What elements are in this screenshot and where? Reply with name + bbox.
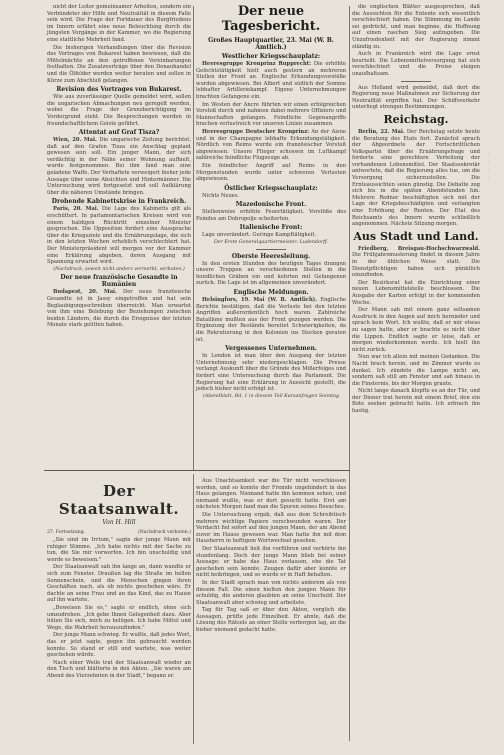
column-3: [352, 4, 480, 416]
dateline: Budapest, 20. Mai.: [53, 289, 117, 296]
serial-kapitel: 27. Fortsetzung.: [47, 530, 86, 535]
paragraph: In der Stadt sprach man von nichts anderem als von diesem Fall. Die einen hielten den jungen Mann für schuldig, die anderen glaubten an seine Unschuld. Der Staatsanwalt aber schwieg und arbeitete.: [196, 579, 346, 606]
section-rule: [44, 470, 350, 471]
paragraph: Die Untersuchung ergab, daß aus dem Schreibtisch mehrere wichtige Papiere verschwunden waren. Der Verdacht fiel sofort auf den jungen Mann, der am Abend zuvor im Hause gewesen war. Man hatte ihn mit dem Hausherrn in heftigem Wortwechsel gesehen.: [196, 511, 346, 545]
subheading-oestlich: Östlicher Kriegsschauplatz:: [224, 184, 318, 192]
serial-note: (Nachdruck verboten.): [138, 530, 191, 535]
note-abendblatt: (Abendblatt, Bd. 1 in diesem Teil Kursanfragen Sonntag: [202, 393, 340, 399]
paragraph: Nun war ich allein mit meinen Gedanken. Die Nacht brach herein, und im Zimmer wurde es dunkel. Ich zündete die Lampe nicht an, sondern saß still am Fenster und sah hinaus in die Finsternis, bis der Morgen graute.: [352, 354, 480, 387]
subheading-vergessenes: Vergessenes Unternehmen.: [225, 345, 317, 353]
subheading-englische: Englische Meldungen.: [233, 289, 309, 297]
heading-gesandte: Der neue französische Gesandte in Rumänien: [60, 274, 178, 289]
heading-tagesbericht: Der neue Tagesbericht.: [221, 4, 321, 34]
paragraph: Im Westen der Ancre führten wir einen erfolgreichen Vorstoß durch und nahmen dabei mehrere Offiziere und Mannschaften gefangen. Feindliche Gegenangriffe brachen verlustreich vor unseren Linien zusammen.: [196, 101, 346, 128]
heading-reichstag: Reichstag.: [383, 112, 449, 126]
paragraph: Nicht lange danach klopfte es an der Tür, und der Diener trat herein mit einem Brief, den ein Bote soeben gebracht hatte. Ich erbrach ihn hastig.: [352, 388, 480, 415]
paragraph: Auch in Frankreich wird die Lage ernst beurteilt. Die Lebensmittelversorgung hat sich verschlechtert und die Preise steigen unaufhaltsam.: [352, 51, 480, 77]
paragraph: Heeresgruppe Kronprinz Rupprecht: Die erhöhte Gefechtstätigkeit hielt auch gestern an mehreren Stellen der Front an. Englische Erkundungsvorstöße wurden abgewiesen. Bei Albert und südlich der Somme lebhafter Artilleriekampf. Eigene Unternehmungen brachten Gefangene ein.: [196, 61, 346, 100]
paragraph: Aus Unachtsamkeit war die Tür nicht verschlossen worden, und so konnte der Fremde ungehindert in das Haus gelangen. Niemand hatte ihn kommen sehen, und niemand wußte, was er dort gesucht hatte. Erst am nächsten Morgen fand man die Spuren seines Besuches.: [196, 478, 346, 511]
paragraph: Budapest, 20. Mai. Der neue französische Gesandte ist in Jassy eingetroffen und hat sein Beglaubigungsschreiben überreicht. Man erwartet von ihm eine Belebung der Beziehungen zwischen beiden Ländern, die durch die Ereignisse der letzten Monate stark gelitten haben.: [47, 289, 191, 329]
paragraph: In den ersten Stunden des heutigen Tages drangen unsere Truppen an verschiedenen Stellen in die feindlichen Gräben ein und kehrten mit Gefangenen zurück. Die Lage ist im allgemeinen unverändert.: [196, 260, 346, 287]
paragraph: Der junge Mann schwieg. Er wußte, daß jedes Wort, das er jetzt sagte, gegen ihn gebraucht werden konnte. So stand er still und wartete, was weiter geschehen würde.: [47, 632, 191, 659]
subheading-mazedonisch: Mazedonische Front.: [235, 201, 307, 209]
paragraph: Ein feindlicher Angriff auf Reims in den Morgenstunden wurde unter schweren Verlusten abgewiesen.: [196, 162, 346, 183]
dateline: Friedberg, Breisgau-Hochschwarzwald.: [358, 245, 480, 252]
column-rule-3: [193, 474, 194, 744]
paragraph: Wien, 20. Mai. Die ungarische Zeitung berichtet, daß auf den Grafen Tisza ein Anschlag geplant gewesen sein soll. Ein junger Mann, der sich verdächtig in der Nähe seiner Wohnung aufhielt, wurde festgenommen. Bei ihm fand man eine geladene Waffe. Der Verhaftete verweigert bisher jede Aussage über seine Absichten und Hintermänner. Die Untersuchung wird fortgesetzt und soll Aufklärung über die näheren Umstände bringen.: [47, 137, 191, 196]
paragraph: Der Staatsanwalt ließ ihn vorführen und verhörte ihn stundenlang. Doch der junge Mann blieb bei seiner Aussage: er habe das Haus verlassen, ehe die Tat geschehen sein konnte. Zeugen dafür aber konnte er nicht beibringen, und so wurde er in Haft behalten.: [196, 545, 346, 579]
heading-kabinett: Drohende Kabinettskrise in Frankreich.: [51, 198, 187, 206]
dateline: Paris, 20. Mai.: [53, 206, 99, 213]
paragraph: Friedberg, Breisgau-Hochschwarzwald. Die Frühjahrsmusterung findet in diesem Jahre in der üblichen Weise statt. Die Dienstpflichtigen haben sich pünktlich einzufinden.: [352, 245, 480, 279]
serial-byline: Von H. Hill: [102, 519, 136, 526]
paragraph: In London ist man über den Ausgang der letzten Unternehmung sehr niedergeschlagen. Die Presse verlangt Auskunft über die Gründe des Mißerfolges und fordert eine Untersuchung durch das Parlament. Die Regierung hat eine Erklärung in Aussicht gestellt, die jedoch bisher nicht erfolgt ist.: [196, 353, 346, 393]
paragraph: Helsingfors, 19. Mai (W. B. Amtlich). Englische Berichte bestätigen, daß die Verluste bei den letzten Angriffen außerordentlich hoch waren. Zahlreiche Bataillone mußten aus der Front gezogen werden. Die Ergänzung der Bestände bereitet Schwierigkeiten, da die Rekrutierung in den Kolonien ins Stocken geraten ist.: [196, 297, 346, 343]
paragraph: Nach einer Weile trat der Staatsanwalt wieder an den Tisch und blätterte in den Akten. „Sie waren am Abend des Vierzehnten in der Stadt," begann er.: [47, 659, 191, 679]
paragraph: Berlin, 22. Mai. Der Reichstag setzte heute die Beratung des Etats fort. Zunächst sprach der Abgeordnete der Fortschrittlichen Volkspartei über die Ernährungsfrage und forderte eine gerechtere Verteilung der vorhandenen Lebensmittel. Der Staatssekretär antwortete, daß die Regierung alles tue, um die Versorgung sicherzustellen. Die Ernteaussichten seien günstig. Die Debatte zog sich bis in die späten Abendstunden hin. Mehrere Redner beschäftigten sich mit der Lage der Kriegsbeschädigten und verlangten eine Erhöhung der Renten. Der Etat des Reichsamts des Innern wurde schließlich angenommen. Nächste Sitzung morgen.: [352, 128, 480, 228]
paragraph: nicht der Leiter gemeinsamer Arbeiten, sondern ein Verbündeter der Hilfe und Neutralität in diesem Falle sein wird. Die Frage der Fortdauer des Burgfriedens im Innern erfährt eine neue Beleuchtung durch die jüngsten Vorgänge in der Kammer, wo die Regierung eine stattliche Mehrheit fand.: [47, 4, 191, 43]
column-1: [47, 4, 191, 330]
paragraph: die englischen Blätter ausgesprochen, daß die Aussichten für die Entente sich wesentlich verschlechtert haben. Die Stimmung im Lande sei gedrückt, und man beginne, die Hoffnung auf einen raschen Sieg aufzugeben. Die Unzufriedenheit mit der Regierung nimmt ständig zu.: [352, 4, 480, 50]
paragraph: Der Staatsanwalt sah ihn lange an, dann wandte er sich zum Fenster. Draußen lag die Straße im hellen Sonnenschein, und die Menschen gingen ihren Geschäften nach, als ob nichts geschehen wäre. Er dachte an seine Frau und an das Kind, das zu Hause auf ihn wartete.: [47, 564, 191, 604]
subheading-westlich: Westlicher Kriegsschauplatz:: [221, 53, 321, 60]
paragraph: Die bisherigen Verhandlungen über die Revision des Vortrages von Bukarest haben bewiesen, daß die Mittelmächte an den getroffenen Vereinbarungen festhalten. Die Zusatzverträge über den Donauhandel und die Ölfelder werden weiter beraten und sollen in Kürze zum Abschluß gelangen.: [47, 44, 191, 84]
serial-meta-row: [47, 530, 191, 535]
paragraph: Aus Holland wird gemeldet, daß dort die Regierung neue Maßnahmen zur Sicherung der Neutralität ergriffen hat. Der Schiffsverkehr unterliegt strengen Bestimmungen.: [352, 84, 480, 111]
dateline: Helsingfors, 19. Mai (W. B. Amtlich).: [202, 297, 318, 304]
margin-marks: · · · ·: [488, 151, 490, 181]
subheading-oberste: Oberste Heeresleitung.: [231, 252, 311, 260]
heading-revision: Revision des Vortrages von Bukarest.: [56, 86, 182, 94]
serial-section: [47, 478, 191, 680]
dateline: Berlin, 22. Mai.: [358, 128, 405, 135]
column-2: [196, 2, 346, 401]
paragraph: Der Mann sah mit einem ganz seltsamen Ausdruck in den Augen auf mich hernieder und sprach kein Wort. Ich wußte, daß er mir etwas zu sagen hatte, aber er brachte es nicht über die Lippen. Endlich sagte er leise, daß er morgen wiederkommen werde. Ich hielt ihn nicht zurück.: [352, 307, 480, 353]
subheading-hauptquartier: Großes Hauptquartier, 23. Mai (W. B. Amtlich.): [208, 37, 334, 51]
heading-stadt: Aus Stadt und Land.: [353, 229, 479, 243]
column-rule-1: [193, 6, 194, 470]
serial-section-2: [196, 478, 346, 635]
subheading-italienisch: Italienische Front:: [239, 224, 303, 232]
dateline: Wien, 20. Mai.: [53, 137, 97, 144]
heading-attentat: Attentat auf Graf Tisza?: [78, 129, 160, 137]
note-amtlich: Der Erste Generalquartiermeister: Ludendorff.: [213, 240, 329, 246]
separator: [256, 249, 286, 250]
serial-title: Der Staatsanwalt.: [58, 482, 180, 518]
paragraph: Stellenweise erhöhte Feuertätigkeit. Vorstöße des Feindes am Dobropolje scheiterten.: [196, 209, 346, 222]
paragraph: Wie aus zuverlässiger Quelle gemeldet wird, sollen die ungarischen Abmachungen neu geregelt werden, wobei die Frage der Grenzberichtigung im Vordergrund steht. Die Besprechungen werden in freundschaftlichem Geiste geführt.: [47, 94, 191, 127]
paragraph: „Beweisen Sie es," sagte er endlich, ohne sich umzudrehen. „Ich gebe Ihnen Gelegenheit dazu. Aber hüten Sie sich, mich zu belügen. Ich habe Mittel und Wege, die Wahrheit herauszufinden.": [47, 604, 191, 631]
paragraph: Lage unverändert. Geringe Kampftätigkeit.: [202, 232, 317, 239]
paragraph: Paris, 20. Mai. Die Lage des Kabinetts gilt als erschüttert. In parlamentarischen Kreisen wird von einem baldigen Rücktritt einzelner Minister gesprochen. Die Opposition fordert eine Aussprache über die Kriegsziele und die Ernährungslage, die sich in den letzten Wochen erheblich verschlechtert hat. Der Ministerpräsident will morgen vor der Kammer eine Erklärung abgeben, deren Ausgang mit Spannung erwartet wird.: [47, 206, 191, 266]
paragraph: Heeresgruppe Deutscher Kronprinz: An der Aisne und in der Champagne lebhafte Erkundungstätigkeit. Nördlich von Reims wurde ein französischer Vorstoß abgewiesen. Unsere Flieger schossen im Luftkampf zahlreiche feindliche Flugzeuge ab.: [196, 128, 346, 162]
paragraph: „Sie sind im Irrtum," sagte der junge Mann mit ruhiger Stimme. „Ich habe nichts mit der Sache zu tun, die Sie mir vorwerfen. Ich bin unschuldig und werde es beweisen.": [47, 537, 191, 563]
column-rule-2: [349, 6, 350, 741]
paragraph: Nichts Neues.: [202, 192, 240, 199]
separator: [401, 81, 431, 82]
note-kabinett: (Nachdruck, soweit nicht anders vermerkt, verboten.): [53, 266, 185, 272]
paragraph: Der Bezirksrat hat die Einrichtung einer neuen Lebensmittelstelle beschlossen. Die Ausgabe der Karten erfolgt in der kommenden Woche.: [352, 279, 480, 306]
paragraph: Tag für Tag saß er über den Akten, verglich die Aussagen, prüfte jede Einzelheit. Er ahnte, daß die Lösung des Rätsels an einer Stelle verborgen lag, an die bisher niemand gedacht hatte.: [196, 607, 346, 634]
